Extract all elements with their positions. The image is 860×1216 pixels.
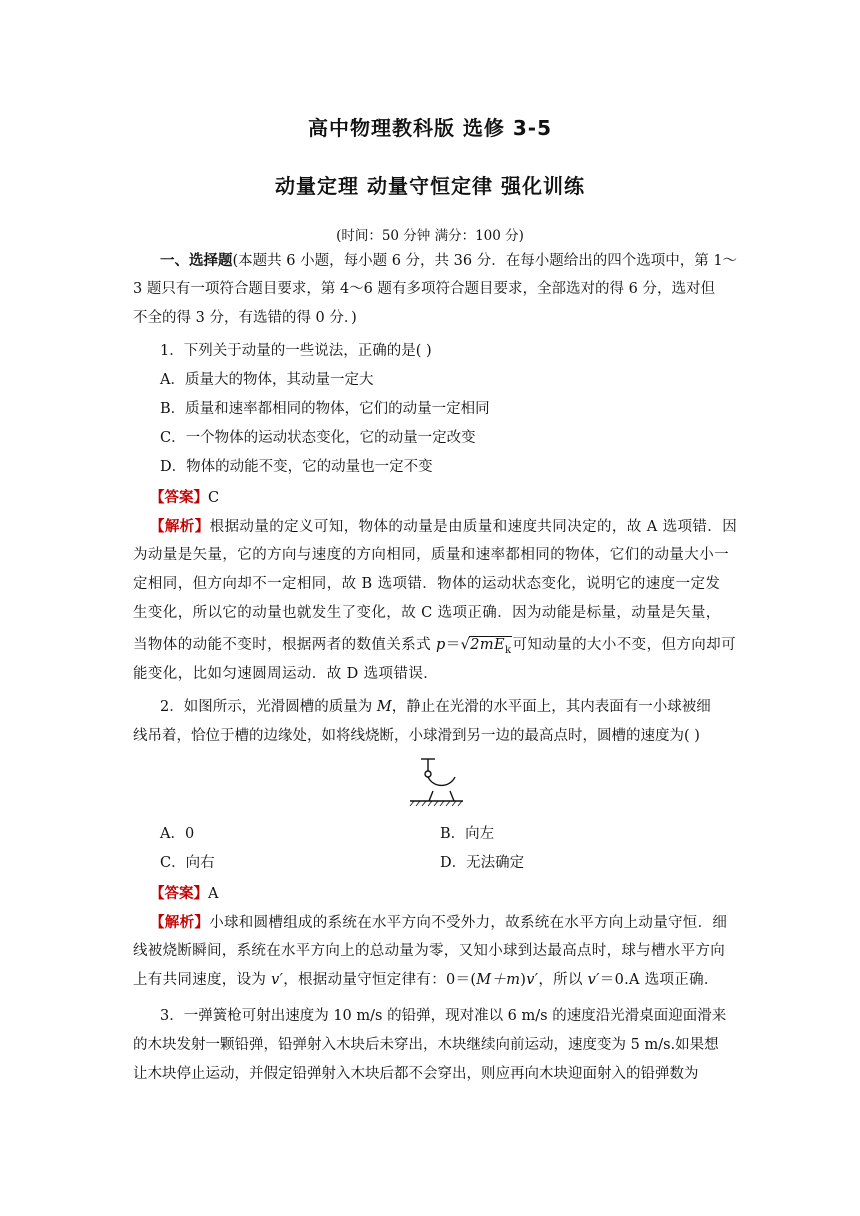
groove-leg-right — [450, 791, 454, 801]
q1-option-c: C．一个物体的运动状态变化，它的动量一定改变 — [160, 430, 476, 446]
q1-option-d: D．物体的动能不变，它的动量也一定不变 — [160, 459, 433, 475]
section-intro-line-3: 不全的得 3 分，有选错的得 0 分．) — [133, 310, 357, 326]
ball — [425, 771, 431, 777]
groove-leg-left — [429, 791, 433, 801]
ground-hatching — [410, 801, 462, 806]
q1-stem: 1．下列关于动量的一些说法，正确的是( ) — [160, 343, 432, 359]
q1-analysis-line-6: 能变化，比如匀速圆周运动．故 D 选项错误． — [133, 666, 439, 682]
q3-line-3: 让木块停止运动，并假定铅弹射入木块后都不会穿出，则应再向木块迎面射入的铅弹数为 — [133, 1066, 699, 1082]
q1-option-b: B．质量和速率都相同的物体，它们的动量一定相同 — [160, 401, 490, 417]
q1-analysis-line-3: 定相同，但方向却不一定相同，故 B 选项错．物体的运动状态变化，说明它的速度一定发 — [133, 576, 721, 592]
formula-radicand: $2mE_k$ — [470, 637, 512, 656]
groove-diagram — [405, 757, 465, 813]
analysis-tag: 【解析】 — [150, 914, 210, 931]
q1-analysis-line-5: 当物体的动能不变时，根据两者的数值关系式 $p=√2mE_k$可知动量的大小不变，但方向却可 — [133, 637, 736, 656]
q1-analysis-line-4: 生变化，所以它的动量也就发生了变化，故 C 选项正确．因为动能是标量，动量是矢量， — [133, 605, 721, 621]
q2-answer: 【答案】A — [150, 885, 219, 902]
q2-option-d: D．无法确定 — [440, 855, 525, 871]
analysis-tag: 【解析】 — [150, 518, 210, 535]
q2-analysis-line-1: 【解析】小球和圆槽组成的系统在水平方向不受外力，故系统在水平方向上动量守恒．细 — [150, 914, 728, 931]
document-subtitle: 动量定理 动量守恒定律 强化训练 — [275, 174, 585, 198]
section-intro-line-2: 3 题只有一项符合题目要求，第 4～6 题有多项符合题目要求，全部选对的得 6 分，选对但 — [133, 281, 715, 297]
q1-analysis-line-1: 【解析】根据动量的定义可知，物体的动量是由质量和速度共同决定的，故 A 选项错．因 — [150, 518, 738, 535]
formula-p: p — [436, 637, 446, 653]
q3-line-2: 的木块发射一颗铅弹，铅弹射入木块后未穿出，木块继续向前运动，速度变为 5 m/s.如果想 — [133, 1037, 719, 1053]
q2-analysis-line-3: 上有共同速度，设为 v′，根据动量守恒定律有：0＝(M＋m)v′，所以 v′＝0.A 选项正确． — [133, 972, 719, 988]
q1-option-a: A．质量大的物体，其动量一定大 — [160, 372, 374, 388]
sqrt-sign: √ — [460, 637, 471, 653]
section-heading: 一、选择题 — [160, 252, 233, 269]
answer-tag: 【答案】 — [150, 489, 208, 506]
q3-line-1: 3．一弹簧枪可射出速度为 10 m/s 的铅弹，现对准以 6 m/s 的速度沿光滑桌面迎面滑来 — [160, 1008, 727, 1024]
q2-option-c: C．向右 — [160, 855, 215, 871]
answer-tag: 【答案】 — [150, 885, 208, 902]
groove-arc — [428, 777, 455, 785]
time-info: (时间：50 分钟 满分：100 分) — [336, 228, 524, 244]
q1-answer: 【答案】C — [150, 489, 220, 506]
q2-analysis-line-2: 线被烧断瞬间，系统在水平方向上的总动量为零，又知小球到达最高点时，球与槽水平方向 — [133, 943, 725, 959]
q2-option-a: A．0 — [160, 826, 195, 842]
q2-stem-line-1: 2．如图所示，光滑圆槽的质量为 M，静止在光滑的水平面上，其内表面有一小球被细 — [160, 699, 711, 715]
q2-stem-line-2: 线吊着，恰位于槽的边缘处，如将线烧断，小球滑到另一边的最高点时，圆槽的速度为( ) — [133, 728, 700, 744]
document-title: 高中物理教科版 选修 3-5 — [307, 116, 553, 140]
section-intro-line-1: 一、选择题(本题共 6 小题，每小题 6 分，共 36 分．在每小题给出的四个选项中，第 1～ — [160, 252, 738, 269]
q1-analysis-line-2: 为动量是矢量，它的方向与速度的方向相同，质量和速率都相同的物体，它们的动量大小一 — [133, 547, 729, 563]
q2-option-b: B．向左 — [440, 826, 495, 842]
